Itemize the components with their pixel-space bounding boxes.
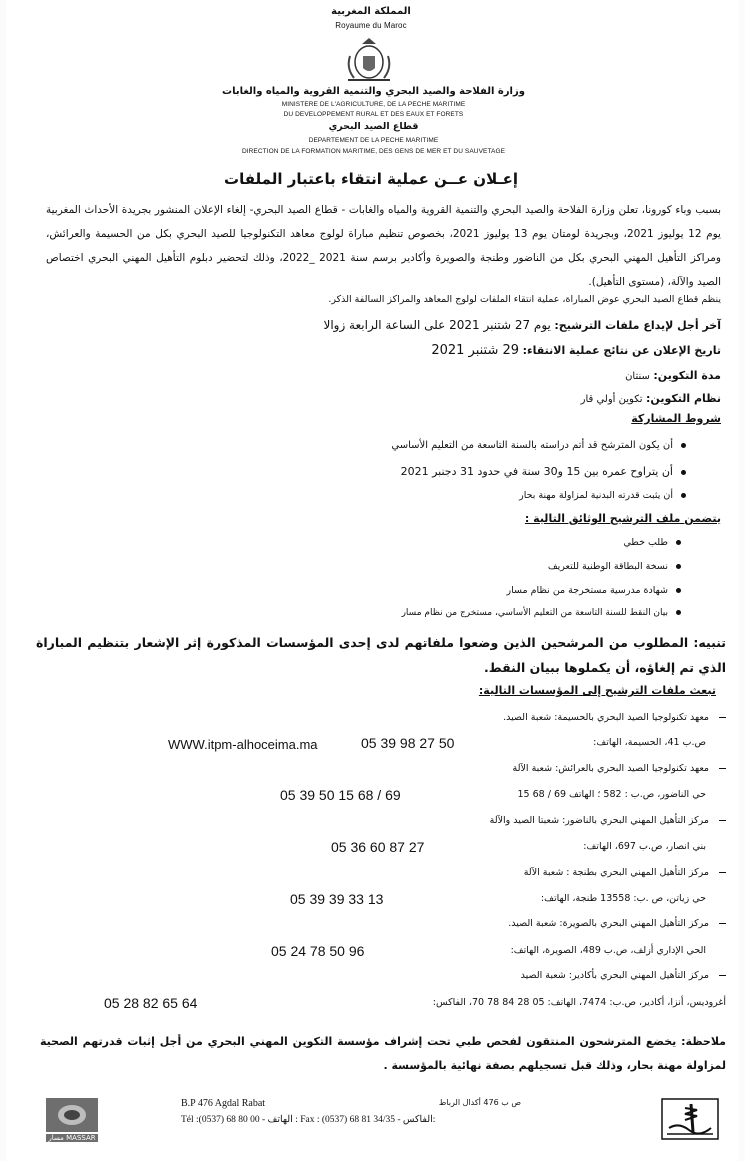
condition-text: أن يكون المترشح قد أتم دراسته بالسنة التاسعة من التعليم الأساسي [391,440,673,451]
conditions-heading: شروط المشاركة [631,412,721,425]
institution-name-text: مركز التأهيل المهني البحري بطنجة : شعبة الآلة [523,867,709,878]
results-label: تاريخ الإعلان عن نتائج عملية الانتقاء: [522,344,721,357]
institution-name [306,815,726,826]
institution-name-text: معهد تكنولوجيا الصيد البحري بالحسيمة: شعبة الصيد. [503,712,709,723]
royal-emblem-icon [340,34,398,84]
duration-label: مدة التكوين: [653,369,721,382]
documents-heading: يتضمن ملف الترشيح الوثائق التالية : [524,512,721,525]
institution-phone: 05 39 50 15 68 / 69 [280,787,401,803]
institution-name-text: مركز التأهيل المهني البحري بالناضور: شعبتا الصيد والآلة [489,815,709,826]
condition-text: أن يثبت قدرته البدنية لمزاولة مهنة بحار [519,490,673,501]
footer-phone-fax: Tél :(0537) 68 80 00 - الهاتف : Fax : (0537) 68 81 34/35 - الفاكس: [181,1115,436,1125]
institution-name-text: معهد تكنولوجيا الصيد البحري بالعرائش: شعبة الآلة [512,763,709,774]
institution-phone: 05 24 78 50 96 [271,943,365,959]
bullet-icon [676,564,681,569]
condition-item [306,465,686,478]
institution-phone: 05 39 98 27 50 [361,735,455,751]
training-duration [406,369,721,382]
system-value: تكوين أولي قار [580,394,643,405]
institution-address: أغروديس، أنزا، أكادير، ص.ب: 7474، الهاتف: 05 28 84 78 70، الفاكس: [432,997,726,1008]
direction-french: DIRECTION DE LA FORMATION MARITIME, DES GENS DE MER ET DU SAUVETAGE [241,148,506,155]
dash-icon [719,717,726,719]
institution-website: WWW.itpm-alhoceima.ma [168,737,318,752]
results-date [246,343,721,358]
deposit-label: آخر أجل لإيداع ملفات الترشيح: [554,319,721,332]
notice: تنبيه: المطلوب من المرشحين الذين وضعوا ملفاتهم لدى إحدى المؤسسات المذكورة إثر الإشعار بتنظيم المباراة الذي تم إلغاؤه، أن يكملوها ببيان النقط. [36,635,726,675]
condition-text: أن يتراوح عمره بين 15 و30 سنة في حدود 31 دجنبر 2021 [400,465,673,478]
bullet-icon [681,493,686,498]
institution-address: حي زياتن، ص .ب: 13558 طنجة، الهاتف: [540,893,706,904]
dash-icon [719,975,726,977]
institution-name-text: مركز التأهيل المهني البحري بالصويرة: شعبة الصيد. [508,918,709,929]
document-sheet [6,0,739,1161]
institution-address: حي الناضور، ص.ب : 582 ؛ الهاتف 69 / 68 15 [517,789,706,800]
massar-logo-text: مسار MASSAR [46,1134,98,1142]
ministry-french-line1: MINISTERE DE L'AGRICULTURE, DE LA PECHE MARITIME [281,101,466,108]
dash-icon [719,768,726,770]
massar-logo [46,1098,98,1142]
document-text: شهادة مدرسية مستخرجة من نظام مسار [506,585,668,596]
ministry-french-line2: DU DEVELOPPEMENT RURAL ET DES EAUX ET FORETS [283,111,464,118]
system-label: نظام التكوين: [646,392,721,405]
dash-icon [719,923,726,925]
bullet-icon [676,610,681,615]
institution-phone: 05 39 39 33 13 [290,891,384,907]
duration-value: سنتان [625,371,650,382]
maritime-pictogram-icon [661,1098,719,1140]
dash-icon [719,820,726,822]
document-text: بيان النقط للسنة التاسعة من التعليم الأساسي، مستخرج من نظام مسار [401,608,668,618]
ministry-arabic: وزارة الفلاحة والصيد البحري والتنمية القروية والمياه والغابات [222,86,525,97]
condition-item [306,440,686,451]
intro-paragraph: بسبب وباء كورونا، تعلن وزارة الفلاحة والصيد البحري والتنمية القروية والمياه والغابات - قطاع الصيد البحري- إلغاء الإعلان المنشور بجريدة الأحداث المغربية يوم 12 يوليوز 2021، وبجريدة لومتان يوم 13 يوليوز 2021، بخصوص تنظيم مباراة لولوج معاهد التكنولوجيا للصيد البحري بكل من الحسيمة والعرائش، ومراكز التأهيل المهني البحري بكل من الناضور وطنجة والصويرة وأكادير برسم سنة 2021 _2022، وذلك لتحضير دبلوم التأهيل المهني البحري اختصاص الصيد والآلة، (مستوى التأهيل). [46,204,721,288]
footer-bp-ar: ص ب 476 أكدال الرباط [438,1098,521,1107]
page-title: إعـلان عــن عملية انتقاء باعتبار الملفات [224,170,518,188]
medical-remark: ملاحظة: يخضع المترشحون المنتقون لفحص طبي تحت إشراف مؤسسة التكوين المهني البحري من أجل إثبات قدرتهم الصحية لمزاولة مهنة بحار، وذلك قبل تسجيلهم بصفة نهائية بالمؤسسة . [40,1035,726,1072]
massar-logo-icon [46,1098,98,1132]
footer-bp-fr: B.P 476 Agdal Rabat [181,1098,266,1109]
bullet-icon [681,470,686,475]
bullet-icon [676,588,681,593]
kingdom-arabic: المملكة المغربية [331,6,411,17]
document-item [306,585,681,596]
institution-phone: 05 28 82 65 64 [104,995,198,1011]
institution-name [306,712,726,723]
institution-address: بني انصار، ص.ب 697، الهاتف: [583,841,706,852]
results-value: 29 شتنبر 2021 [431,343,520,358]
training-system [406,392,721,405]
department-french: DEPARTEMENT DE LA PECHE MARITIME [308,137,439,144]
deposit-value: يوم 27 شتنبر 2021 على الساعة الرابعة زوالا [323,318,551,332]
institution-address: الحي الإداري أزلف، ص.ب 489، الصويرة، الهاتف: [510,945,706,956]
institution-name [306,763,726,774]
document-text: طلب خطي [623,537,668,548]
bullet-icon [676,540,681,545]
document-item [306,561,681,572]
institution-name [306,918,726,929]
department-arabic: قطاع الصيد البحري [328,121,419,132]
institution-name [306,867,726,878]
institution-name-text: مركز التأهيل المهني البحري بأكادير: شعبة الصيد [520,970,709,981]
dash-icon [719,872,726,874]
document-item [296,608,681,618]
document-item [306,537,681,548]
intro-paragraph-2: ينظم قطاع الصيد البحري عوض المباراة، عملية انتقاء الملفات لولوج المعاهد والمراكز السالفة الذكر. [328,294,721,305]
institutions-heading: تبعث ملفات الترشيح إلى المؤسسات التالية: [478,684,716,697]
bullet-icon [681,443,686,448]
deposit-deadline [246,318,721,332]
condition-item [306,490,686,501]
institution-address: ص.ب 41، الحسيمة، الهاتف: [593,737,706,748]
document-text: نسخة البطاقة الوطنية للتعريف [547,561,668,572]
institution-name [306,970,726,981]
institution-phone: 05 36 60 87 27 [331,839,425,855]
kingdom-french: Royaume du Maroc [335,21,407,30]
